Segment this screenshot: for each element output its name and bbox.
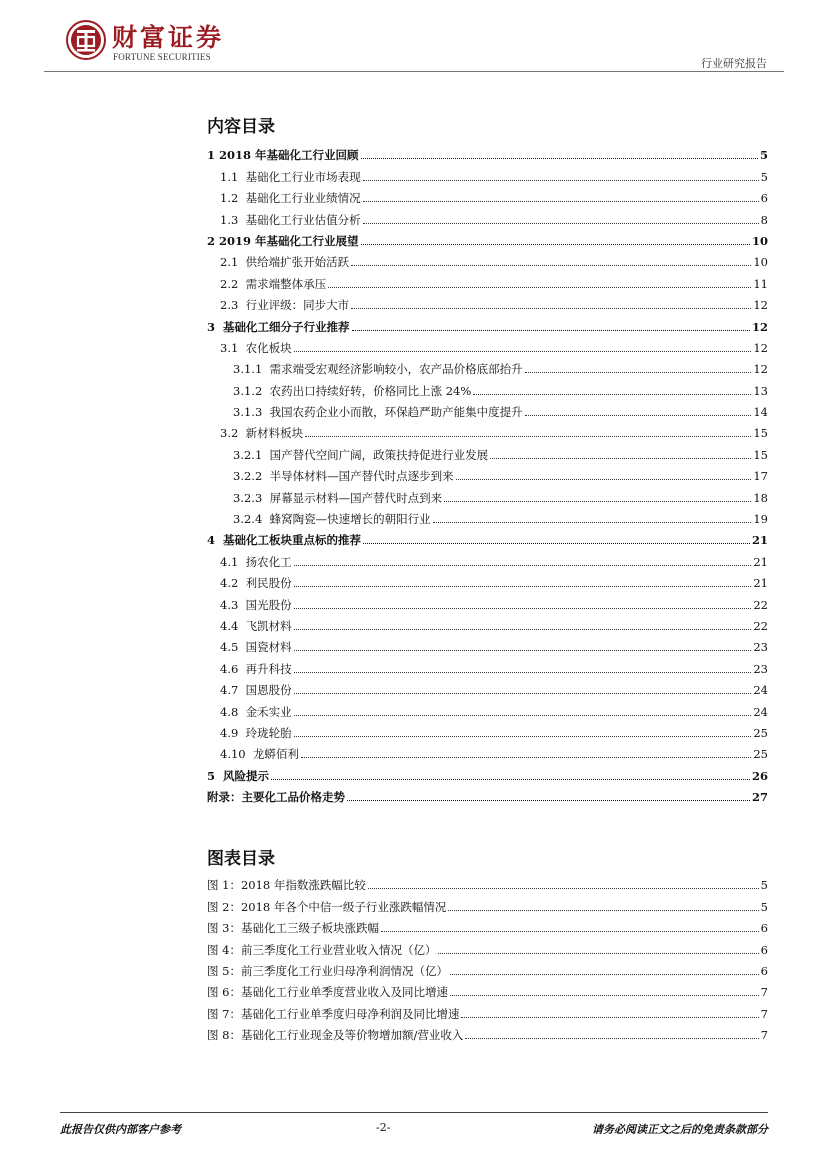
toc-entry[interactable] [207, 334, 768, 355]
toc-entry-page: 15 [753, 426, 768, 441]
toc-entry-page: 21 [753, 554, 768, 569]
toc-entry-number: 3.2.1 [233, 447, 270, 462]
toc-entry-page: 19 [753, 512, 768, 527]
toc-entry-title: 基础化工行业业绩情况 [245, 191, 361, 206]
toc-leader-dots [444, 500, 751, 502]
toc-entry-page: 13 [753, 383, 768, 398]
figure-leader-dots [448, 909, 758, 911]
figure-entry[interactable] [207, 957, 768, 978]
toc-entry-number: 3.1.1 [233, 362, 270, 377]
toc-leader-dots [301, 756, 751, 758]
toc-leader-dots [433, 521, 752, 523]
toc-entry-number: 3 [207, 319, 224, 334]
toc-entry[interactable] [207, 291, 768, 312]
figure-entry-title: 图 2：2018 年各个中信一级子行业涨跌幅情况 [207, 899, 447, 914]
toc-leader-dots [473, 393, 751, 395]
toc-entry-number: 4.8 [220, 704, 246, 719]
figure-entry[interactable] [207, 978, 768, 999]
toc-entry[interactable] [207, 783, 768, 804]
figure-leader-dots [461, 1016, 758, 1018]
toc-entry[interactable] [207, 676, 768, 697]
fortune-securities-logo-icon [66, 20, 106, 60]
toc-entry[interactable] [207, 505, 768, 526]
figure-entry[interactable] [207, 999, 768, 1020]
toc-leader-dots [363, 179, 759, 181]
toc-entry-title: 玲珑轮胎 [245, 725, 292, 740]
toc-entry-title: 需求端受宏观经济影响较小，农产品价格底部抬升 [269, 362, 523, 377]
toc-entry-title: 蜂窝陶瓷—快速增长的朝阳行业 [269, 512, 431, 527]
toc-entry[interactable] [207, 526, 768, 547]
toc-entry-title: 龙蟒佰利 [252, 747, 299, 762]
toc-entry-title: 农化板块 [245, 340, 292, 355]
brand-name-en: FORTUNE SECURITIES [113, 52, 211, 62]
toc-leader-dots [294, 649, 752, 651]
toc-leader-dots [294, 671, 752, 673]
toc-entry-title: 扬农化工 [245, 554, 292, 569]
page-header [0, 0, 827, 72]
toc-entry-page: 14 [753, 405, 768, 420]
toc-entry-number: 4 [207, 533, 224, 548]
figure-entry-title: 图 5：前三季度化工行业归母净利润情况（亿） [207, 963, 448, 978]
toc-leader-dots [363, 542, 750, 544]
toc-entry-title: 再升科技 [245, 661, 292, 676]
toc-title: 内容目录 [207, 117, 275, 137]
figure-leader-dots [450, 973, 759, 975]
toc-leader-dots [352, 329, 750, 331]
figure-entry-page: 6 [760, 963, 768, 978]
toc-entry-number: 3.1.3 [233, 405, 270, 420]
figures-title: 图表目录 [207, 849, 275, 869]
toc-entry-number: 4.4 [220, 618, 246, 633]
toc-entry-page: 24 [753, 683, 768, 698]
toc-entry-number: 3.2.3 [233, 490, 270, 505]
toc-entry[interactable] [207, 205, 768, 226]
toc-entry[interactable] [207, 398, 768, 419]
toc-entry-title: 国瓷材料 [245, 640, 292, 655]
toc-entry-number: 3.2 [220, 426, 246, 441]
figure-leader-dots [438, 952, 758, 954]
toc-leader-dots [525, 414, 752, 416]
toc-entry-number: 3.2.4 [233, 512, 270, 527]
figure-entry-page: 7 [760, 1006, 768, 1021]
toc-entry-title: 金禾实业 [245, 704, 292, 719]
toc-leader-dots [294, 585, 752, 587]
toc-entry-title: 2018 年基础化工行业回顾 [219, 148, 359, 163]
toc-entry-title: 基础化工细分子行业推荐 [223, 319, 350, 334]
toc-entry-page: 23 [753, 640, 768, 655]
toc-entry-page: 27 [751, 790, 768, 805]
toc-entry-title: 国恩股份 [245, 683, 292, 698]
toc-entry-title: 我国农药企业小而散，环保趋严助产能集中度提升 [269, 405, 523, 420]
toc-entry-number: 2.1 [220, 255, 246, 270]
toc-entry-title: 供给端扩张开始活跃 [245, 255, 350, 270]
toc-entry-number: 4.2 [220, 576, 246, 591]
toc-entry-number: 1.1 [220, 169, 246, 184]
toc-leader-dots [361, 243, 750, 245]
toc-entry-page: 26 [751, 768, 768, 783]
figure-entry[interactable] [207, 1021, 768, 1042]
toc-entry[interactable] [207, 227, 768, 248]
toc-entry-page: 12 [753, 362, 768, 377]
toc-entry-page: 22 [753, 618, 768, 633]
toc-entry[interactable] [207, 483, 768, 504]
toc-leader-dots [361, 157, 758, 159]
toc-entry[interactable] [207, 761, 768, 782]
toc-entry[interactable] [207, 248, 768, 269]
toc-leader-dots [456, 478, 752, 480]
report-type-label: 行业研究报告 [701, 57, 767, 70]
toc-leader-dots [305, 435, 751, 437]
toc-entry-title: 行业评级：同步大市 [245, 298, 350, 313]
figure-leader-dots [465, 1037, 758, 1039]
figure-entry-page: 5 [760, 878, 768, 893]
footer-notice: 请务必阅读正文之后的免责条款部分 [592, 1123, 768, 1136]
toc-entry-title: 飞凯材料 [245, 618, 292, 633]
toc-entry[interactable] [207, 633, 768, 654]
toc-entry-number: 2 [207, 233, 220, 248]
toc-list [207, 141, 768, 804]
footer-divider [60, 1112, 768, 1113]
toc-entry-number: 4.7 [220, 683, 246, 698]
figure-entry-page: 6 [760, 921, 768, 936]
toc-entry-title: 国产替代空间广阔，政策扶持促进行业发展 [269, 447, 489, 462]
toc-entry[interactable] [207, 697, 768, 718]
figure-entry-page: 5 [760, 899, 768, 914]
toc-entry[interactable] [207, 184, 768, 205]
toc-entry-title: 农药出口持续好转，价格同比上涨 24% [269, 383, 472, 398]
toc-leader-dots [525, 371, 752, 373]
toc-leader-dots [351, 264, 751, 266]
toc-leader-dots [351, 307, 751, 309]
toc-entry-number: 4.10 [220, 747, 253, 762]
toc-entry-title: 新材料板块 [245, 426, 304, 441]
toc-entry-page: 10 [751, 233, 768, 248]
figure-leader-dots [368, 887, 759, 889]
toc-entry-page: 25 [753, 725, 768, 740]
page-number: -2- [376, 1121, 391, 1134]
footer-disclaimer: 此报告仅供内部客户参考 [60, 1123, 181, 1136]
toc-leader-dots [363, 222, 759, 224]
toc-entry-page: 23 [753, 661, 768, 676]
toc-entry-page: 11 [753, 276, 768, 291]
toc-entry-title: 2019 年基础化工行业展望 [219, 233, 359, 248]
toc-entry-number: 3.1.2 [233, 383, 270, 398]
figure-entry[interactable] [207, 935, 768, 956]
toc-entry-number: 4.1 [220, 554, 246, 569]
toc-entry-number: 2.2 [220, 276, 246, 291]
toc-entry-page: 21 [753, 576, 768, 591]
toc-entry[interactable] [207, 162, 768, 183]
toc-leader-dots [294, 692, 752, 694]
figure-entry-title: 图 6：基础化工行业单季度营业收入及同比增速 [207, 985, 448, 1000]
toc-entry-page: 5 [759, 148, 768, 163]
toc-leader-dots [294, 628, 752, 630]
toc-entry-number: 4.9 [220, 725, 246, 740]
toc-entry[interactable] [207, 440, 768, 461]
toc-entry-page: 12 [753, 340, 768, 355]
toc-entry-page: 8 [760, 212, 768, 227]
toc-entry-page: 12 [751, 319, 768, 334]
toc-entry[interactable] [207, 462, 768, 483]
toc-leader-dots [294, 714, 752, 716]
toc-entry[interactable] [207, 355, 768, 376]
figure-entry[interactable] [207, 914, 768, 935]
toc-entry-title: 国光股份 [245, 597, 292, 612]
toc-entry-title: 基础化工行业市场表现 [245, 169, 361, 184]
toc-entry-title: 基础化工行业估值分析 [245, 212, 361, 227]
toc-leader-dots [363, 200, 759, 202]
toc-entry-page: 5 [760, 169, 768, 184]
toc-leader-dots [294, 607, 752, 609]
toc-leader-dots [328, 286, 751, 288]
toc-entry[interactable] [207, 654, 768, 675]
toc-entry[interactable] [207, 419, 768, 440]
toc-entry-title: 需求端整体承压 [245, 276, 327, 291]
figure-entry-title: 图 3：基础化工三级子板块涨跌幅 [207, 921, 379, 936]
toc-leader-dots [347, 799, 750, 801]
toc-entry-number: 1 [207, 148, 220, 163]
header-divider [44, 71, 784, 72]
toc-entry-number: 4.6 [220, 661, 246, 676]
figure-entry-title: 图 7：基础化工行业单季度归母净利润及同比增速 [207, 1006, 460, 1021]
toc-entry-number: 4.5 [220, 640, 246, 655]
toc-entry[interactable] [207, 569, 768, 590]
toc-entry-page: 15 [753, 447, 768, 462]
toc-entry-number: 1.3 [220, 212, 246, 227]
toc-entry-page: 17 [753, 469, 768, 484]
figure-entry-title: 图 4：前三季度化工行业营业收入情况（亿） [207, 942, 437, 957]
figure-entry-page: 7 [760, 1028, 768, 1043]
toc-entry-title: 基础化工板块重点标的推荐 [223, 533, 362, 548]
toc-entry-title: 半导体材料—国产替代时点逐步到来 [269, 469, 454, 484]
toc-entry-number: 4.3 [220, 597, 246, 612]
toc-leader-dots [294, 735, 752, 737]
toc-entry-page: 18 [753, 490, 768, 505]
toc-entry[interactable] [207, 312, 768, 333]
toc-entry-page: 21 [751, 533, 768, 548]
figure-entry[interactable] [207, 871, 768, 892]
toc-entry-number: 3.1 [220, 340, 246, 355]
figure-entry[interactable] [207, 892, 768, 913]
toc-entry[interactable] [207, 740, 768, 761]
toc-entry-page: 24 [753, 704, 768, 719]
toc-entry-number: 5 [207, 768, 224, 783]
figure-leader-dots [381, 930, 759, 932]
toc-entry[interactable] [207, 719, 768, 740]
toc-entry-title: 屏幕显示材料—国产替代时点到来 [269, 490, 443, 505]
toc-entry-page: 22 [753, 597, 768, 612]
figure-entry-title: 图 8：基础化工行业现金及等价物增加额/营业收入 [207, 1028, 464, 1043]
toc-leader-dots [490, 457, 751, 459]
toc-entry[interactable] [207, 376, 768, 397]
toc-entry[interactable] [207, 590, 768, 611]
toc-leader-dots [294, 564, 752, 566]
toc-entry-number: 2.3 [220, 298, 246, 313]
figures-list [207, 871, 768, 1042]
toc-entry-page: 6 [760, 191, 768, 206]
figure-leader-dots [450, 994, 759, 996]
toc-entry-number: 3.2.2 [233, 469, 270, 484]
toc-entry[interactable] [207, 141, 768, 162]
toc-entry-title: 利民股份 [245, 576, 292, 591]
toc-entry[interactable] [207, 612, 768, 633]
toc-entry-number: 1.2 [220, 191, 246, 206]
toc-entry[interactable] [207, 269, 768, 290]
toc-leader-dots [294, 350, 752, 352]
figure-entry-title: 图 1：2018 年指数涨跌幅比较 [207, 878, 366, 893]
toc-entry-title: 风险提示 [223, 768, 270, 783]
toc-entry-page: 25 [753, 747, 768, 762]
brand-name-cn: 财富证券 [112, 23, 225, 52]
figure-entry-page: 7 [760, 985, 768, 1000]
toc-leader-dots [271, 778, 750, 780]
toc-entry-page: 12 [753, 298, 768, 313]
toc-entry[interactable] [207, 547, 768, 568]
toc-entry-page: 10 [753, 255, 768, 270]
figure-entry-page: 6 [760, 942, 768, 957]
toc-entry-title: 附录：主要化工品价格走势 [207, 790, 345, 805]
